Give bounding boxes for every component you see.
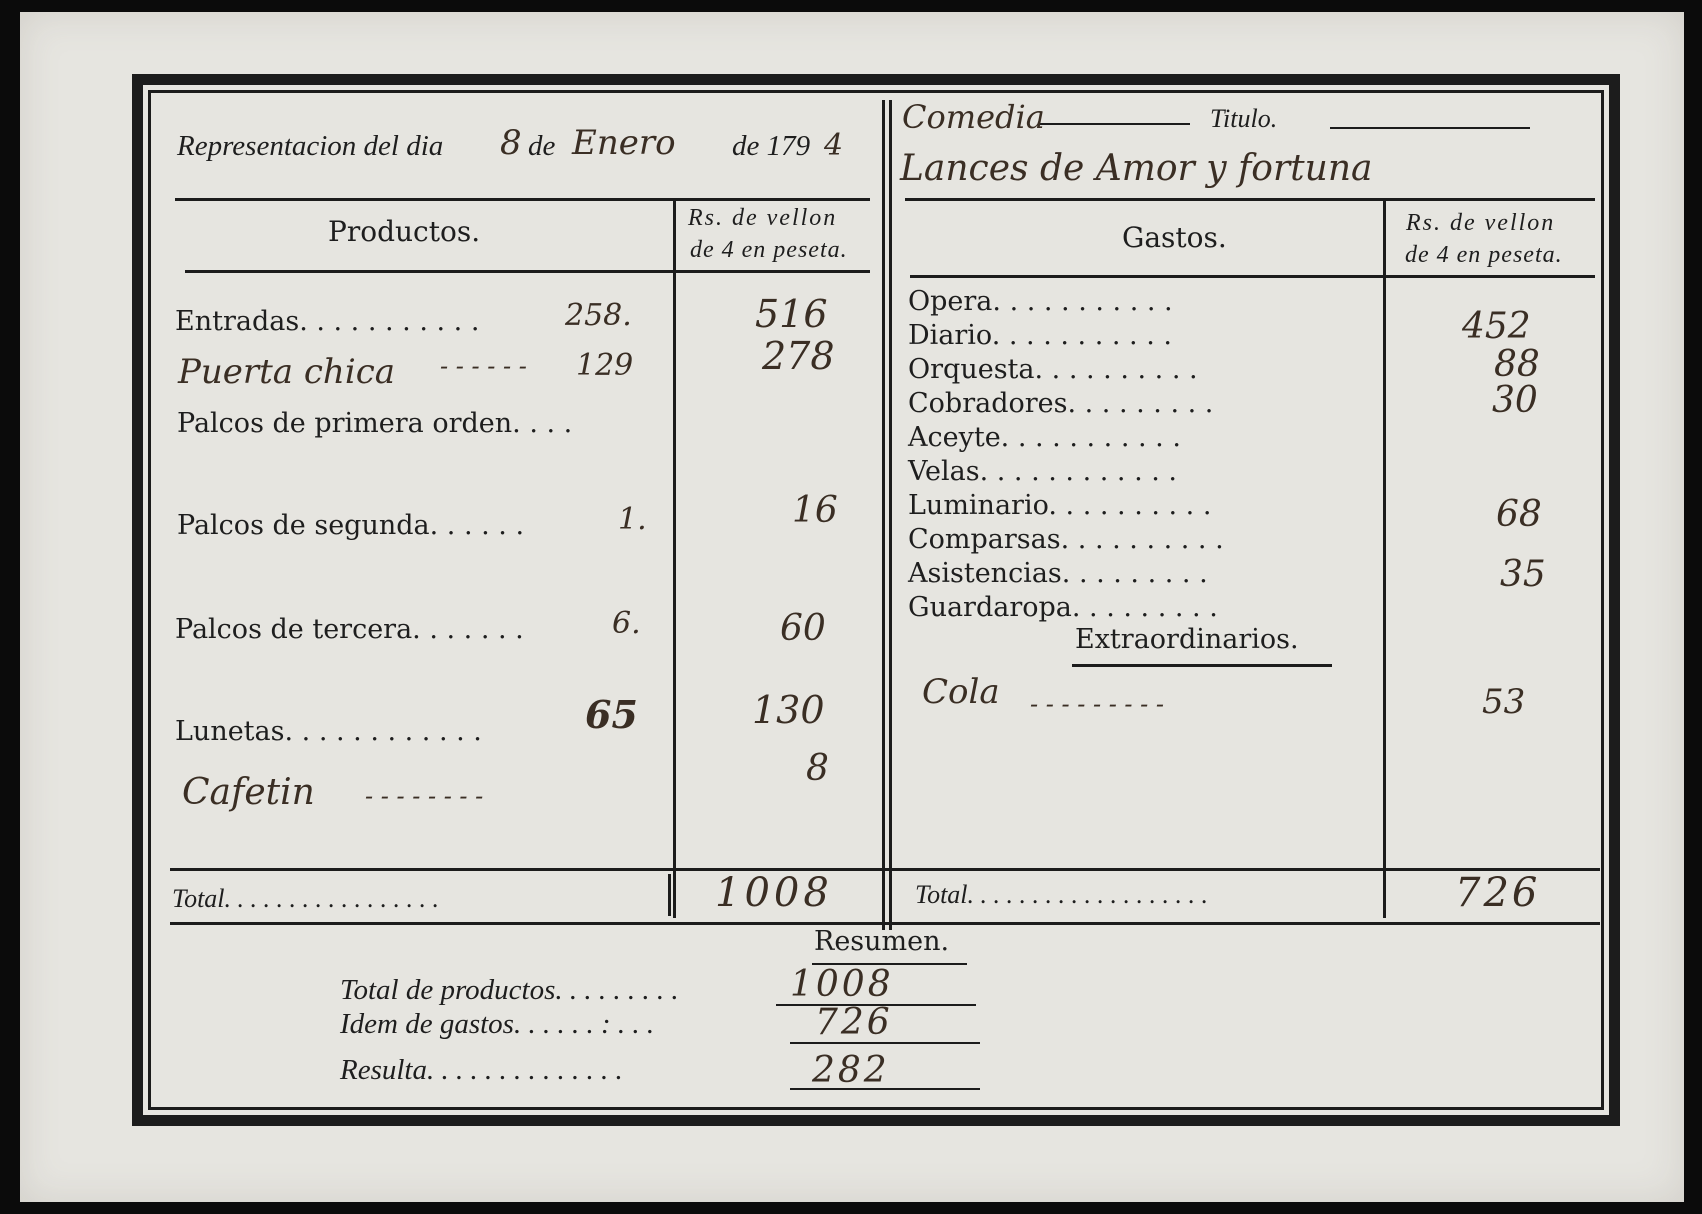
gasto-aceyte-label: Aceyte. . . . . . . . . . .: [908, 422, 1181, 453]
prod-unit-line1: Rs. de vellon: [688, 205, 838, 231]
gasto-orquesta-label: Orquesta. . . . . . . . . .: [908, 354, 1198, 385]
titulo-label: Titulo.: [1210, 104, 1278, 133]
gasto-header-bottom-rule: [910, 275, 1595, 278]
totals-top-rule: [170, 868, 1600, 871]
prod-total-value: 1008: [715, 870, 833, 916]
row-puerta-label: Puerta chica: [178, 352, 396, 392]
row-cafetin-value: 8: [806, 748, 829, 789]
mes-value: Enero: [572, 123, 676, 163]
row-palcos-tercera-label: Palcos de tercera. . . . . . .: [175, 614, 524, 645]
extra-cola-label: Cola: [922, 672, 1000, 712]
row-palcos-segunda-count: 1.: [618, 502, 647, 537]
resumen-header: Resumen.: [814, 926, 950, 957]
row-entradas-value: 516: [755, 292, 828, 336]
gasto-luminario-label: Luminario. . . . . . . . . .: [908, 490, 1212, 521]
comedia-label: Comedia: [902, 98, 1045, 136]
dia-value: 8: [500, 123, 522, 163]
gasto-luminario-value: 68: [1496, 494, 1542, 535]
center-divider-a: [882, 100, 885, 930]
row-palcos-tercera-count: 6.: [612, 606, 641, 641]
resumen-gastos-label: Idem de gastos. . . . . . : . . .: [340, 1008, 655, 1040]
row-cafetin-label: Cafetin: [182, 772, 315, 813]
gasto-comparsas-label: Comparsas. . . . . . . . . .: [908, 524, 1224, 555]
de-label-2: de 179: [732, 130, 811, 162]
gasto-asistencias-label: Asistencias. . . . . . . . .: [908, 558, 1208, 589]
prod-value-divider: [673, 200, 676, 918]
gasto-total-label: Total. . . . . . . . . . . . . . . . . . .: [915, 880, 1209, 909]
row-lunetas-label: Lunetas. . . . . . . . . . . .: [175, 716, 482, 747]
prod-header-top-rule: [175, 198, 870, 201]
representacion-label: Representacion del dia: [177, 130, 444, 162]
row-palcos-tercera-value: 60: [780, 608, 826, 649]
resumen-productos-label: Total de productos. . . . . . . . .: [340, 974, 679, 1006]
total-prod-sep: [668, 874, 671, 916]
row-palcos-segunda-value: 16: [792, 490, 838, 531]
row-lunetas-value: 130: [752, 688, 825, 732]
gasto-asistencias-value: 35: [1500, 554, 1546, 595]
de-label-1: de: [528, 130, 556, 162]
resumen-productos-value: 1008: [790, 964, 894, 1005]
prod-unit-line2: de 4 en peseta.: [690, 237, 848, 263]
row-puerta-count: 129: [576, 348, 634, 383]
gasto-value-divider: [1383, 200, 1386, 918]
center-divider-b: [889, 100, 892, 930]
anio-value: 4: [824, 128, 844, 163]
row-lunetas-count: 65: [585, 692, 638, 737]
extraordinarios-header: Extraordinarios.: [1075, 624, 1299, 655]
row-palcos-segunda-label: Palcos de segunda. . . . . .: [177, 510, 525, 541]
gasto-orquesta-value: 88: [1494, 344, 1540, 385]
row-puerta-value: 278: [762, 334, 835, 378]
row-entradas-label: Entradas. . . . . . . . . . .: [175, 306, 480, 337]
row-puerta-dashes: - - - - - -: [440, 352, 527, 380]
totals-bottom-rule: [170, 922, 1600, 925]
resumen-resulta-label: Resulta. . . . . . . . . . . . . .: [340, 1054, 623, 1086]
gasto-header-top-rule: [905, 198, 1595, 201]
gastos-header: Gastos.: [1122, 221, 1227, 254]
gasto-opera-label: Opera. . . . . . . . . . .: [908, 286, 1173, 317]
row-cafetin-dashes: - - - - - - - -: [365, 782, 484, 810]
extraordinarios-rule: [1072, 664, 1332, 667]
gasto-unit-line1: Rs. de vellon: [1406, 210, 1556, 236]
extra-cola-value: 53: [1482, 682, 1526, 722]
row-palcos-primera-label: Palcos de primera orden. . . .: [177, 408, 573, 439]
gasto-total-value: 726: [1455, 870, 1541, 916]
total-gasto-sep: [1383, 874, 1386, 916]
gasto-velas-label: Velas. . . . . . . . . . . .: [908, 456, 1177, 487]
resumen-resulta-value: 282: [812, 1050, 890, 1091]
row-entradas-count: 258.: [565, 298, 632, 333]
gasto-diario-label: Diario. . . . . . . . . . .: [908, 320, 1172, 351]
comedia-underline-b: [1330, 127, 1530, 129]
prod-total-label: Total. . . . . . . . . . . . . . . . .: [172, 884, 440, 913]
gasto-guardaropa-label: Guardaropa. . . . . . . . .: [908, 592, 1218, 623]
gasto-unit-line2: de 4 en peseta.: [1405, 242, 1563, 268]
prod-header-bottom-rule: [185, 270, 870, 273]
comedia-underline-a: [1040, 123, 1190, 125]
gasto-cobradores-label: Cobradores. . . . . . . . .: [908, 388, 1214, 419]
productos-header: Productos.: [328, 215, 481, 248]
resumen-gastos-value: 726: [815, 1002, 893, 1043]
extra-cola-dashes: - - - - - - - - -: [1030, 690, 1165, 718]
titulo-value: Lances de Amor y fortuna: [900, 148, 1373, 189]
gasto-cobradores-value: 30: [1492, 380, 1538, 421]
gasto-diario-value: 452: [1462, 306, 1531, 347]
